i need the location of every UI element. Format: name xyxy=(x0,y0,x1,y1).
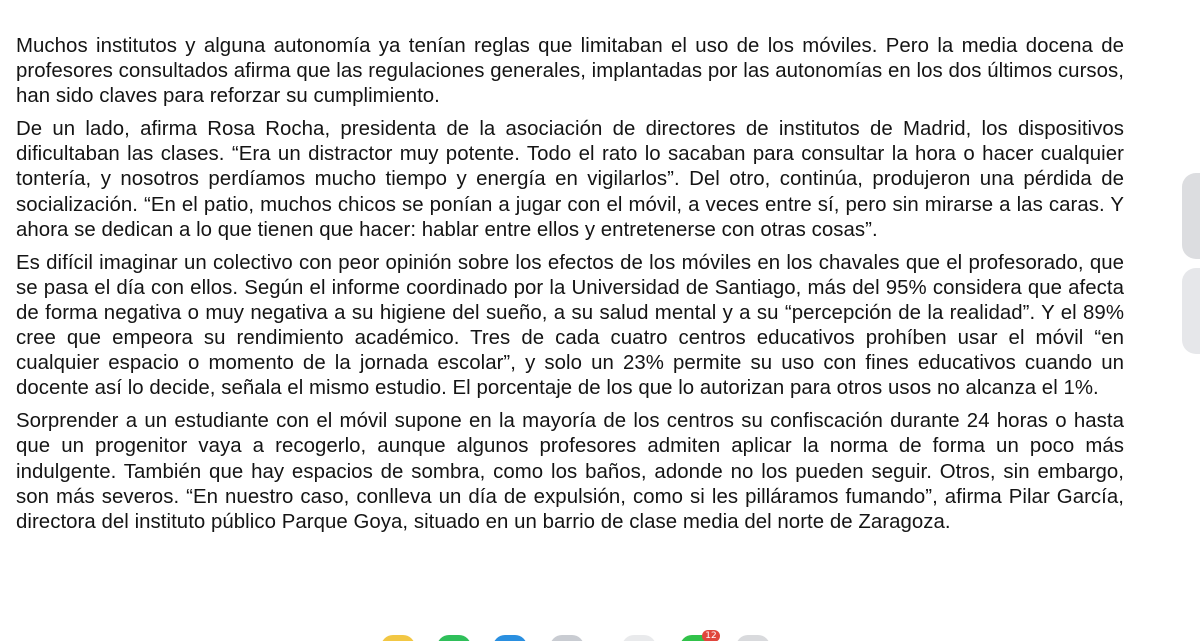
settings-app-icon[interactable] xyxy=(736,635,770,641)
article-paragraph: Muchos institutos y alguna autonomía ya tenían reglas que limitaban el uso de los móviles. Pero la media docena de profesores consultados afirma que las regulaciones generales, implantadas por las autonomías en los dos últimos cursos, han sido claves para reforzar su cumplimiento. xyxy=(16,35,1124,108)
phone-app-icon[interactable] xyxy=(437,635,471,641)
article-body xyxy=(16,34,1124,543)
article-paragraph: De un lado, afirma Rosa Rocha, presidenta de la asociación de directores de institutos de Madrid, los dispositivos dificultaban las clases. “Era un distractor muy potente. Todo el rato lo sacaban para consultar la hora o hacer cualquier tontería, y nosotros perdíamos mucho tiempo y energía en vigilarlos”. Del otro, continúa, produjeron una pérdida de socialización. “En el patio, muchos chicos se ponían a jugar con el móvil, a veces entre sí, pero sin mirarse a las caras. Y ahora se dedican a lo que tienen que hacer: hablar entre ellos y entretenerse con otras cosas”. xyxy=(16,118,1124,241)
article-paragraph: Sorprender a un estudiante con el móvil supone en la mayoría de los centros su confiscación durante 24 horas o hasta que un progenitor vaya a recogerlo, aunque algunos profesores admiten aplicar la norma de forma un poco más indulgente. También que hay espacios de sombra, como los baños, adonde no los pueden seguir. Otros, sin embargo, son más severos. “En nuestro caso, conlleva un día de expulsión, como si les pilláramos fumando”, afirma Pilar García, directora del instituto público Parque Goya, situado en un barrio de clase media del norte de Zaragoza. xyxy=(16,410,1124,533)
edge-panel-handle[interactable] xyxy=(1182,173,1200,259)
camera-app-icon[interactable] xyxy=(550,635,584,641)
notes-app-icon[interactable] xyxy=(381,635,415,641)
article-paragraph: Es difícil imaginar un colectivo con peor opinión sobre los efectos de los móviles en los chavales que el profesorado, que se pasa el día con ellos. Según el informe coordinado por la Universidad de Santiago, más del 95% considera que afecta de forma negativa o muy negativa a su higiene del sueño, a su salud mental y a su “percepción de la realidad”. Y el 89% cree que empeora su rendimiento académico. Tres de cada cuatro centros educativos prohíben usar el móvil “en cualquier espacio o momento de la jornada escolar”, y solo un 23% permite su uso con fines educativos cuando un docente así lo decide, señala el mismo estudio. El porcentaje de los que lo autorizan para otros usos no alcanza el 1%. xyxy=(16,251,1124,400)
messages-app-icon[interactable] xyxy=(493,635,527,641)
browser-app-icon[interactable] xyxy=(622,635,656,641)
edge-panel-handle-secondary[interactable] xyxy=(1182,268,1200,354)
notification-badge: 12 xyxy=(702,630,720,641)
app-dock xyxy=(0,628,1200,641)
